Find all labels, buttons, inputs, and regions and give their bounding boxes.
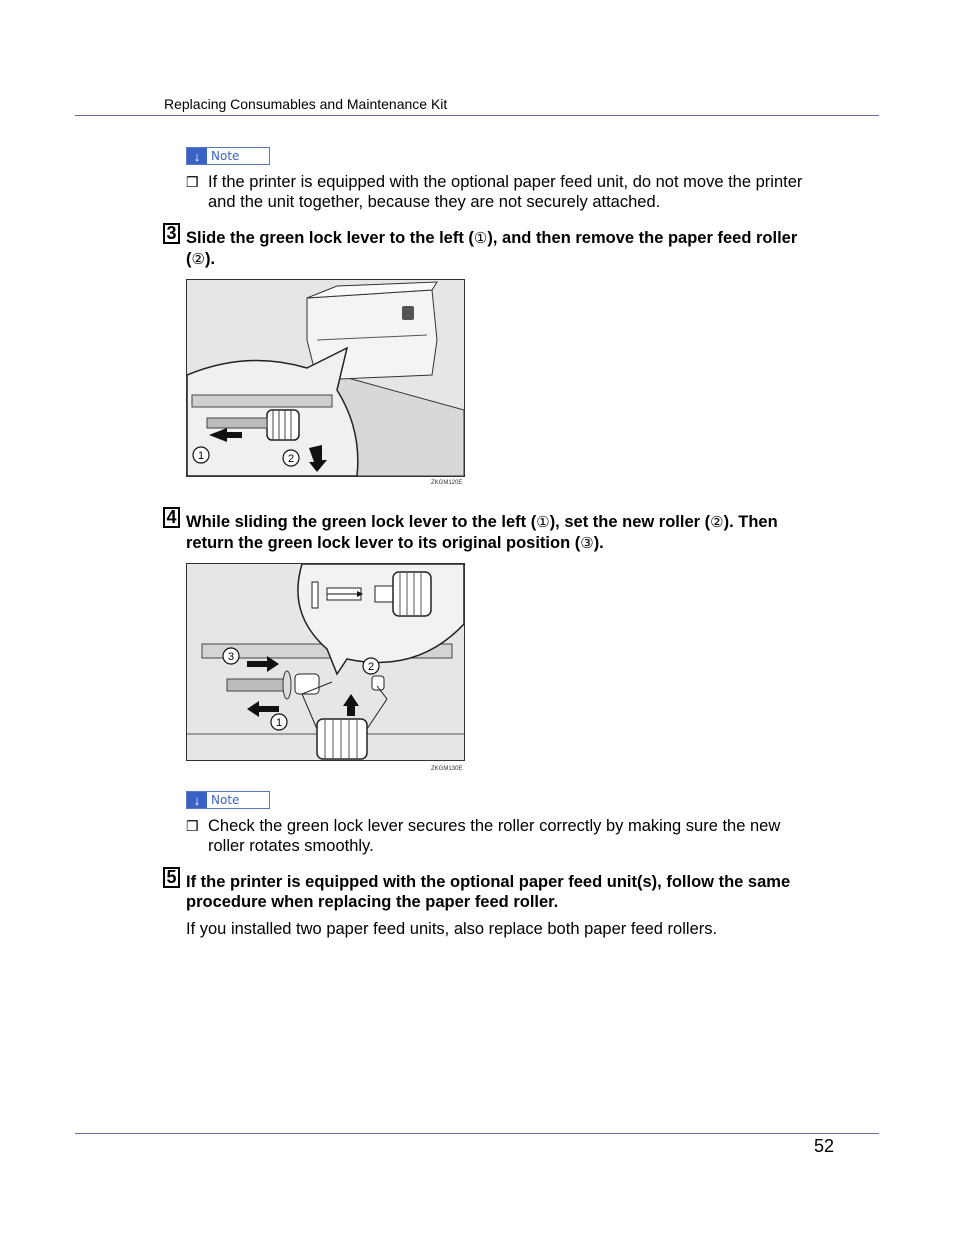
note-text: If the printer is equipped with the optional paper feed unit, do not move the printer and the unit together, because they are not securely attached.: [208, 173, 803, 211]
step-text-part: ), and then remove the paper feed roller (: [186, 229, 798, 268]
note-label: Note: [211, 149, 240, 163]
step-text-part: While sliding the green lock lever to the left (: [186, 513, 537, 531]
step-number: 4: [163, 507, 180, 528]
callout-mark: ②: [191, 251, 205, 268]
printer-illustration: [187, 280, 464, 476]
note-badge: [186, 147, 270, 165]
header-rule: [75, 115, 879, 116]
callout-mark: ①: [473, 230, 488, 247]
step-number: 5: [163, 867, 180, 888]
down-arrow-icon: ↓: [187, 148, 207, 164]
step-instruction: If the printer is equipped with the optional paper feed unit(s), follow the same procedure when replacing the paper feed roller.: [186, 873, 791, 911]
note-text: Check the green lock lever secures the roller correctly by making sure the new roller rotates smoothly.: [208, 817, 781, 855]
step-text-part: Slide the green lock lever to the left (: [186, 229, 474, 247]
callout-number-2: 2: [367, 661, 375, 673]
callout-number-2: 2: [287, 453, 295, 465]
callout-number-1: 1: [275, 717, 283, 729]
note-item: [186, 172, 806, 212]
footer-rule: [75, 1133, 879, 1134]
step-text-part: ). Then return the green lock lever to its original position (: [186, 513, 778, 552]
callout-number-1: 1: [197, 450, 205, 462]
figure-remove-roller: [186, 279, 465, 477]
note-item: [186, 816, 806, 856]
callout-mark: ③: [580, 535, 594, 552]
step-text-part: ).: [204, 250, 216, 268]
step-instruction: [186, 228, 806, 270]
step-number: 3: [163, 223, 180, 244]
checkbox-icon: ❒: [186, 818, 199, 834]
figure-code: ZKGM130E: [431, 766, 463, 772]
note-label: Note: [211, 793, 240, 807]
step-text-part: ).: [593, 534, 604, 552]
step-text-part: ), set the new roller (: [549, 513, 711, 531]
page-number: 52: [813, 1136, 834, 1156]
roller-install-illustration: [187, 564, 464, 760]
down-arrow-icon: ↓: [187, 792, 207, 808]
callout-mark: ①: [536, 514, 550, 531]
callout-number-3: 3: [227, 651, 235, 663]
note-badge: [186, 791, 270, 809]
step-instruction: [186, 512, 806, 554]
step-detail: If you installed two paper feed units, also replace both paper feed rollers.: [186, 920, 718, 938]
figure-code: ZKGM120E: [431, 480, 463, 486]
checkbox-icon: ❒: [186, 174, 199, 190]
figure-install-roller: [186, 563, 465, 761]
running-header: Replacing Consumables and Maintenance Kit: [164, 96, 448, 112]
callout-mark: ②: [710, 514, 724, 531]
